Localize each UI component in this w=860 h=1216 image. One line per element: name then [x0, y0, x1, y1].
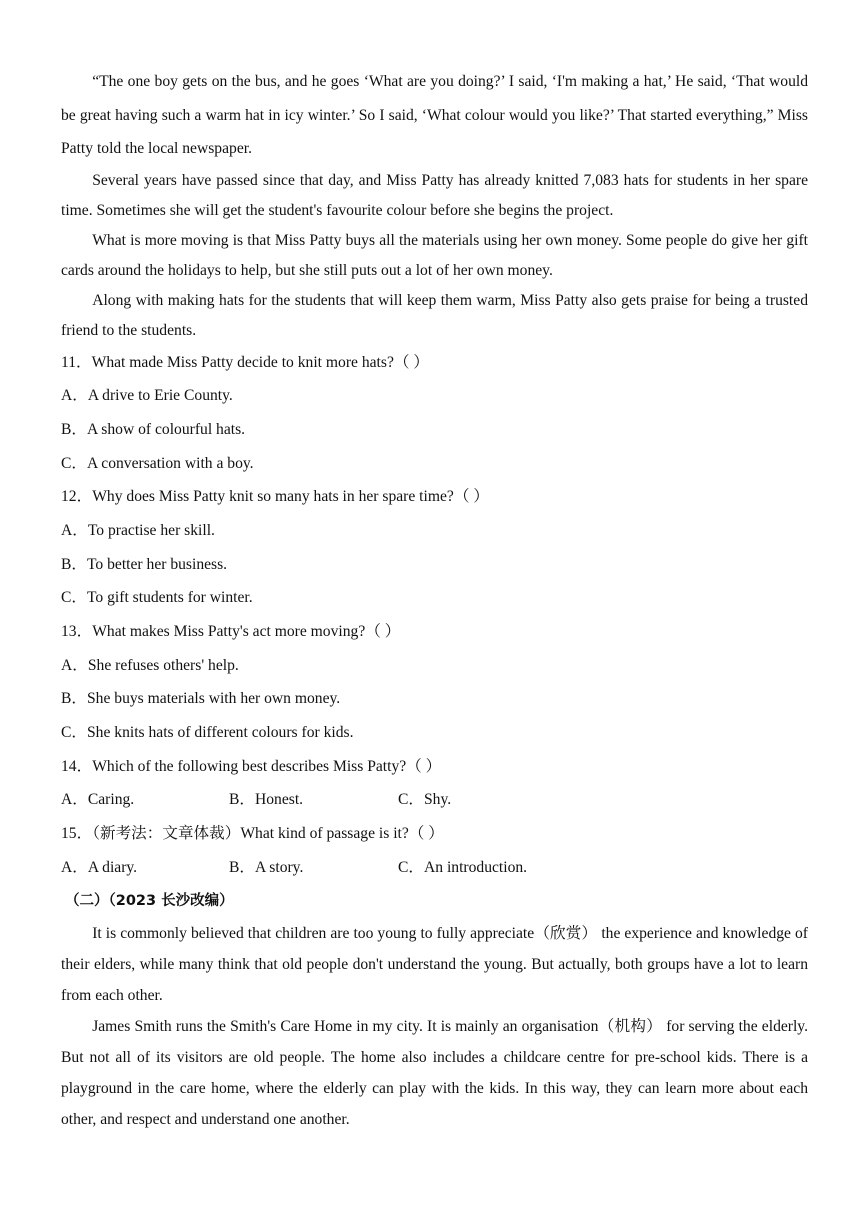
- option-b: B．A show of colourful hats.: [61, 420, 246, 438]
- paragraph: James Smith runs the Smith's Care Home in my city. It is mainly an organisation（机构） for serving the elderly. But not all of its visitors are old people. The home also includes a childcare centre for pre-school kids. There is a playground in the care home, where the elderly can play with the kids. In this way, they can learn more about each other, and respect and understand one another.: [61, 1017, 808, 1128]
- option-b: B．A story.: [229, 858, 304, 876]
- option-a: A．A drive to Erie County.: [61, 387, 233, 405]
- question-11: [61, 346, 808, 481]
- question-13: [61, 615, 808, 750]
- option-a: A．To practise her skill.: [61, 521, 215, 539]
- option-c: C．A conversation with a boy.: [61, 454, 254, 472]
- option-b: B．She buys materials with her own money.: [61, 690, 341, 708]
- paragraph: It is commonly believed that children are too young to fully appreciate（欣赏） the experience and knowledge of their elders, while many think that old people don't understand the young. But actually, both groups have a lot to learn from each other.: [61, 924, 808, 1004]
- paragraph: What is more moving is that Miss Patty buys all the materials using her own money. Some people do give her gift cards around the holidays to help, but she still puts out a lot of her own money.: [61, 231, 808, 279]
- question-stem: 13．What makes Miss Patty's act more moving?（ ）: [61, 623, 401, 640]
- question-12: [61, 480, 808, 615]
- question-stem: 12．Why does Miss Patty knit so many hats in her spare time?（ ）: [61, 488, 489, 506]
- paragraph: Several years have passed since that day, and Miss Patty has already knitted 7,083 hats for students in her spare time. Sometimes she will get the student's favourite colour before she begins the project.: [61, 171, 808, 219]
- option-c: C．To gift students for winter.: [61, 589, 253, 607]
- option-c: C．Shy.: [398, 791, 452, 809]
- question-14: [61, 750, 808, 817]
- option-b: B．Honest.: [229, 791, 304, 809]
- section-heading: （二）（2023 长沙改编）: [65, 892, 234, 909]
- paragraph: “The one boy gets on the bus, and he goes ‘What are you doing?’ I said, ‘I'm making a hat,’ He said, ‘That would be great having such a warm hat in icy winter.’ So I said, ‘What colour would you like?’ That started everything,” Miss Patty told the local newspaper.: [61, 73, 808, 157]
- question-stem: 11．What made Miss Patty decide to knit more hats?（ ）: [61, 353, 429, 371]
- option-c: C．She knits hats of different colours for kids.: [61, 724, 354, 742]
- question-15: [61, 817, 808, 884]
- option-a: A．She refuses others' help.: [61, 656, 239, 674]
- question-stem: 14．Which of the following best describes Miss Patty?（ ）: [61, 757, 442, 775]
- option-b: B．To better her business.: [61, 555, 228, 573]
- option-a: A．Caring.: [61, 791, 135, 809]
- option-a: A．A diary.: [61, 858, 138, 876]
- question-stem: 15．（新考法：文章体裁）What kind of passage is it?（ ）: [61, 825, 444, 843]
- option-c: C．An introduction.: [398, 858, 528, 876]
- paragraph: Along with making hats for the students that will keep them warm, Miss Patty also gets praise for being a trusted friend to the students.: [61, 291, 808, 339]
- options-row: [61, 783, 808, 817]
- options-row: [61, 851, 808, 885]
